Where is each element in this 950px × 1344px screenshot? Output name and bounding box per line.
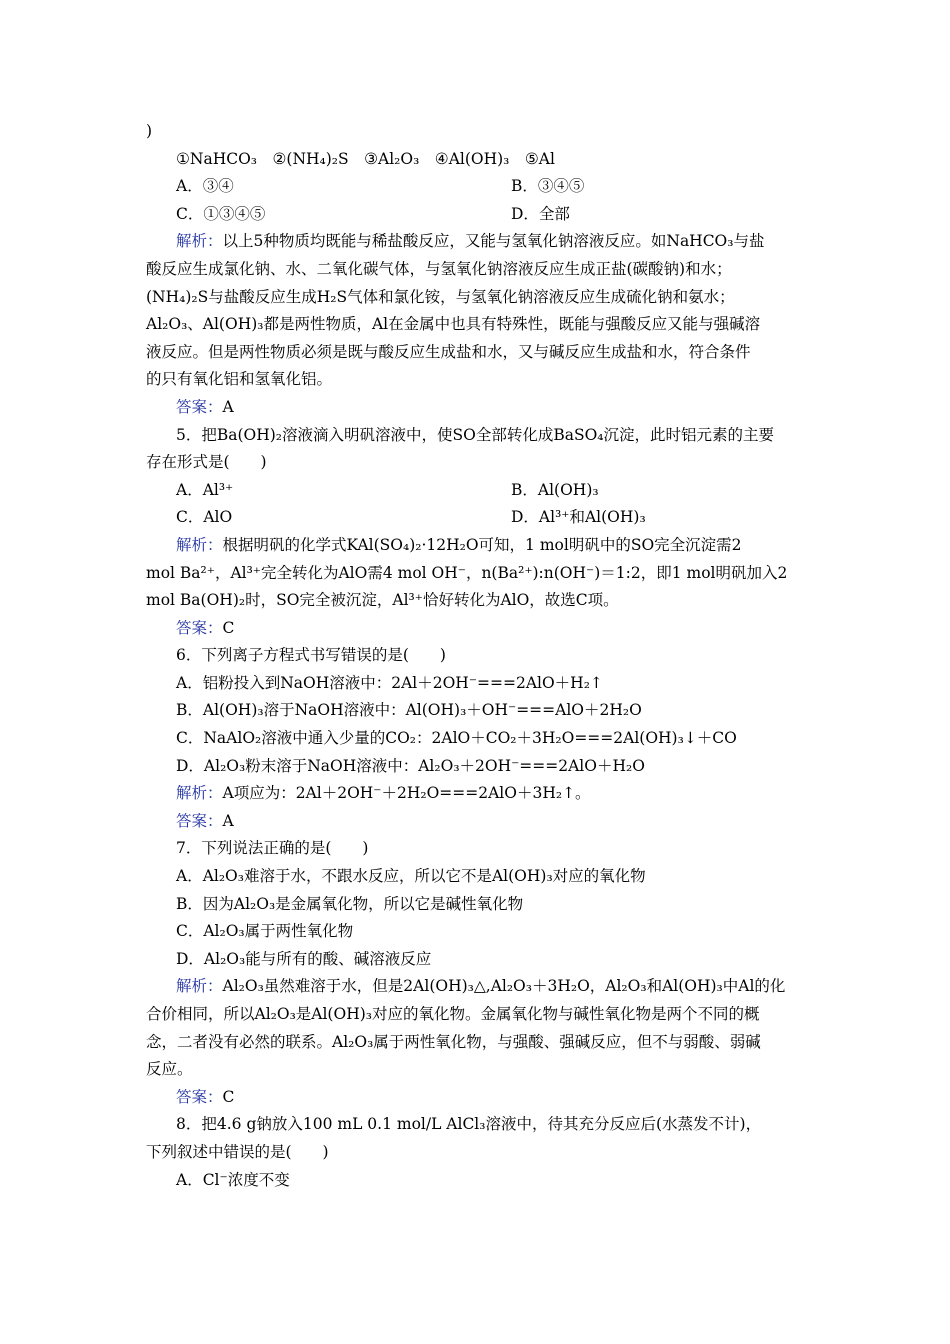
- option-a: A．Al³⁺: [176, 480, 234, 499]
- analysis-line: [146, 228, 810, 256]
- analysis-line: 合价相同，所以Al₂O₃是Al(OH)₃对应的氧化物。金属氧化物与碱性氧化物是两个不同的概: [146, 1005, 760, 1023]
- option-c: C．NaAlO₂溶液中通入少量的CO₂：2AlO＋CO₂＋3H₂O===2Al(OH)₃↓＋CO: [176, 729, 737, 748]
- analysis-line: 的只有氧化铝和氢氧化铝。: [146, 370, 333, 389]
- option-a: A．Al₂O₃难溶于水，不跟水反应，所以它不是Al(OH)₃对应的氧化物: [176, 867, 646, 886]
- answer-label: 答案：: [176, 1087, 223, 1106]
- question-8-stem: 8．把4.6 g钠放入100 mL 0.1 mol/L AlCl₃溶液中，待其充分反应后(水蒸发不计)，: [176, 1115, 762, 1134]
- option-d: D．Al₂O₃能与所有的酸、碱溶液反应: [176, 949, 432, 968]
- analysis-text: 根据明矾的化学式KAl(SO₄)₂·12H₂O可知，1 mol明矾中的SO完全沉淀需2: [222, 535, 742, 554]
- analysis-text: 以上5种物质均既能与稀盐酸反应，又能与氢氧化钠溶液反应。如NaHCO₃与盐: [222, 232, 765, 251]
- analysis-line: [146, 780, 810, 808]
- analysis-text: Al₂O₃虽然难溶于水，但是2Al(OH)₃△,Al₂O₃＋3H₂O，Al₂O₃和Al(OH)₃中Al的化: [222, 977, 786, 996]
- answer-value: C: [222, 1087, 235, 1106]
- option-a: A．③④: [176, 177, 234, 196]
- option-c: C．①③④⑤: [176, 204, 266, 223]
- question-4-stem-end: ): [146, 122, 153, 140]
- answer-value: A: [222, 397, 234, 416]
- question-5-stem: 存在形式是( ): [146, 453, 267, 472]
- option-d: D．Al₂O₃粉末溶于NaOH溶液中：Al₂O₃＋2OH⁻===2AlO＋H₂O: [176, 756, 645, 775]
- analysis-line: [146, 532, 810, 560]
- question-5-options-cd: [146, 504, 810, 532]
- option-d: D．Al³⁺和Al(OH)₃: [511, 508, 646, 527]
- question-6-stem: 6．下列离子方程式书写错误的是( ): [176, 646, 446, 665]
- option-a: A．铝粉投入到NaOH溶液中：2Al＋2OH⁻===2AlO＋H₂↑: [176, 673, 603, 692]
- option-d: D．全部: [511, 204, 570, 223]
- answer-value: C: [222, 618, 235, 637]
- analysis-label: 解析：: [176, 977, 223, 996]
- analysis-label: 解析：: [176, 232, 223, 251]
- answer-line: [146, 1084, 810, 1112]
- analysis-line: 酸反应生成氯化钠、水、二氧化碳气体，与氢氧化钠溶液反应生成正盐(碳酸钠)和水；: [146, 259, 732, 278]
- analysis-line: [146, 973, 810, 1001]
- option-b: B．③④⑤: [511, 177, 585, 196]
- question-4-items: ①NaHCO₃ ②(NH₄)₂S ③Al₂O₃ ④Al(OH)₃ ⑤Al: [176, 149, 555, 168]
- analysis-line: Al₂O₃、Al(OH)₃都是两性物质，Al在金属中也具有特殊性，既能与强酸反应又能与强碱溶: [146, 315, 761, 334]
- analysis-line: mol Ba²⁺，Al³⁺完全转化为AlO需4 mol OH⁻，n(Ba²⁺):n(OH⁻)＝1:2，即1 mol明矾加入2: [146, 563, 788, 582]
- answer-value: A: [222, 811, 234, 830]
- answer-line: [146, 615, 810, 643]
- answer-label: 答案：: [176, 618, 223, 637]
- analysis-label: 解析：: [176, 535, 223, 554]
- analysis-line: 念，二者没有必然的联系。Al₂O₃属于两性氧化物，与强酸、强碱反应，但不与弱酸、弱碱: [146, 1032, 761, 1051]
- answer-label: 答案：: [176, 811, 223, 830]
- analysis-line: mol Ba(OH)₂时，SO完全被沉淀，Al³⁺恰好转化为AlO，故选C项。: [146, 591, 619, 610]
- answer-label: 答案：: [176, 397, 223, 416]
- option-a: A．Cl⁻浓度不变: [176, 1170, 290, 1189]
- option-c: C．AlO: [176, 508, 233, 527]
- option-b: B．Al(OH)₃溶于NaOH溶液中：Al(OH)₃＋OH⁻===AlO＋2H₂O: [176, 701, 642, 720]
- option-b: B．因为Al₂O₃是金属氧化物，所以它是碱性氧化物: [176, 894, 524, 913]
- analysis-text: A项应为：2Al＋2OH⁻＋2H₂O===2AlO＋3H₂↑。: [222, 784, 591, 803]
- option-c: C．Al₂O₃属于两性氧化物: [176, 922, 354, 941]
- answer-line: [146, 394, 810, 422]
- question-4-options-cd: [146, 201, 810, 229]
- analysis-line: 反应。: [146, 1060, 193, 1079]
- document-page: [146, 118, 810, 1194]
- question-7-stem: 7．下列说法正确的是( ): [176, 839, 369, 858]
- option-b: B．Al(OH)₃: [511, 480, 599, 499]
- answer-line: [146, 808, 810, 836]
- analysis-line: (NH₄)₂S与盐酸反应生成H₂S气体和氯化铵，与氢氧化钠溶液反应生成硫化钠和氨水；: [146, 287, 735, 306]
- analysis-line: 液反应。但是两性物质必须是既与酸反应生成盐和水，又与碱反应生成盐和水，符合条件: [146, 342, 751, 361]
- question-5-options-ab: [146, 477, 810, 505]
- question-5-stem: 5．把Ba(OH)₂溶液滴入明矾溶液中，使SO全部转化成BaSO₄沉淀，此时铝元素的主要: [176, 425, 775, 444]
- question-4-options-ab: [146, 173, 810, 201]
- question-8-stem: 下列叙述中错误的是( ): [146, 1142, 329, 1161]
- analysis-label: 解析：: [176, 784, 223, 803]
